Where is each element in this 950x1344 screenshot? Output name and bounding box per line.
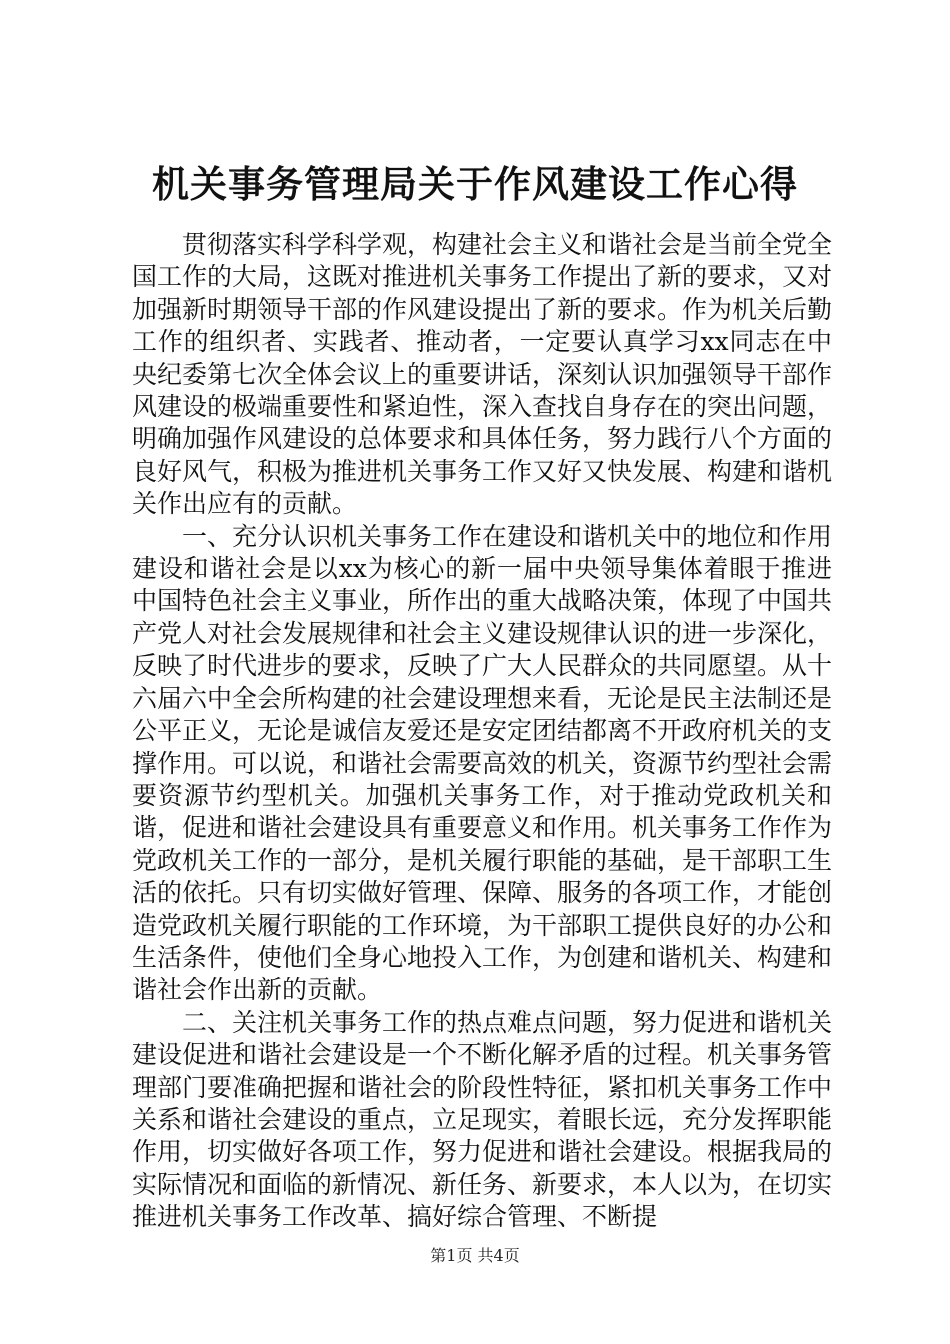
document-title: 机关事务管理局关于作风建设工作心得 (152, 162, 798, 206)
document-body (132, 229, 832, 1234)
paragraph-section-1: 一、充分认识机关事务工作在建设和谐机关中的地位和作用建设和谐社会是以xx为核心的新一届中央领导集体着眼于推进中国特色社会主义事业，所作出的重大战略决策，体现了中国共产党人对社会发展规律和社会主义建设规律认识的进一步深化，反映了时代进步的要求，反映了广大人民群众的共同愿望。从十六届六中全会所构建的社会建设理想来看，无论是民主法制还是公平正义，无论是诚信友爱还是安定团结都离不开政府机关的支撑作用。可以说，和谐社会需要高效的机关，资源节约型社会需要资源节约型机关。加强机关事务工作，对于推动党政机关和谐，促进和谐社会建设具有重要意义和作用。机关事务工作作为党政机关工作的一部分，是机关履行职能的基础，是干部职工生活的依托。只有切实做好管理、保障、服务的各项工作，才能创造党政机关履行职能的工作环境，为干部职工提供良好的办公和生活条件，使他们全身心地投入工作，为创建和谐机关、构建和谐社会作出新的贡献。 (132, 521, 833, 1005)
page-number-footer: 第1页 共4页 (430, 1246, 520, 1265)
paragraph-intro: 贯彻落实科学科学观，构建社会主义和谐社会是当前全党全国工作的大局，这既对推进机关事务工作提出了新的要求，又对加强新时期领导干部的作风建设提出了新的要求。作为机关后勤工作的组织者、实践者、推动者，一定要认真学习xx同志在中央纪委第七次全体会议上的重要讲话，深刻认识加强领导干部作风建设的极端重要性和紧迫性，深入查找自身存在的突出问题，明确加强作风建设的总体要求和具体任务，努力践行八个方面的良好风气，积极为推进机关事务工作又好又快发展、构建和谐机关作出应有的贡献。 (132, 230, 833, 519)
paragraph-section-2: 二、关注机关事务工作的热点难点问题，努力促进和谐机关建设促进和谐社会建设是一个不断化解矛盾的过程。机关事务管理部门要准确把握和谐社会的阶段性特征，紧扣机关事务工作中关系和谐社会建设的重点，立足现实，着眼长远，充分发挥职能作用，切实做好各项工作，努力促进和谐社会建设。根据我局的实际情况和面临的新情况、新任务、新要求，本人以为，在切实推进机关事务工作改革、搞好综合管理、不断提 (132, 1007, 833, 1232)
